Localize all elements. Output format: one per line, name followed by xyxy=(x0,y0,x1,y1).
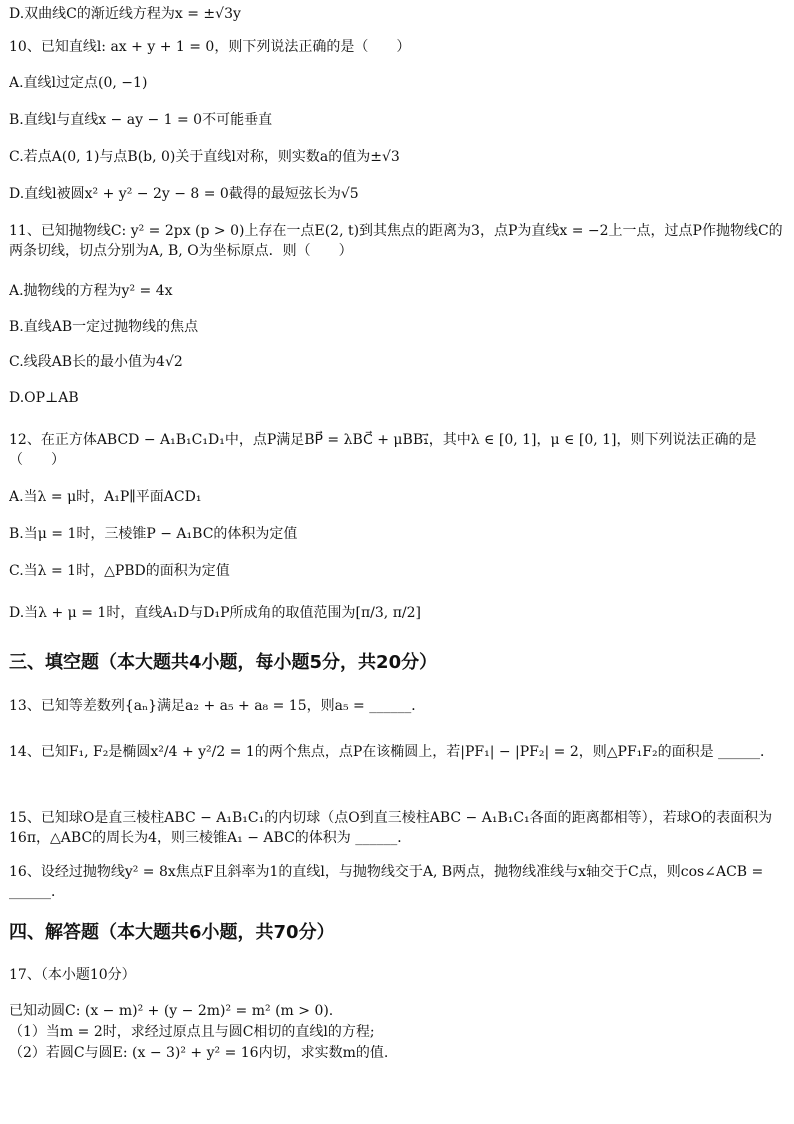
q17-part-2: （2）若圆C与圆E: (x − 3)² + y² = 16内切，求实数m的值. xyxy=(9,1045,389,1061)
section-3-title: 三、填空题（本大题共4小题，每小题5分，共20分） xyxy=(9,652,438,673)
q17-heading: 17、（本小题10分） xyxy=(9,967,136,983)
q10-option-b: B.直线l与直线x − ay − 1 = 0不可能垂直 xyxy=(9,112,273,128)
q12-option-a: A.当λ = μ时，A₁P∥平面ACD₁ xyxy=(9,489,202,505)
q17-part-1: （1）当m = 2时，求经过原点且与圆C相切的直线l的方程; xyxy=(9,1024,375,1040)
q10-stem: 10、已知直线l: ax + y + 1 = 0，则下列说法正确的是（ ） xyxy=(9,39,411,55)
q10-option-c: C.若点A(0, 1)与点B(b, 0)关于直线l对称，则实数a的值为±√3 xyxy=(9,149,400,165)
q14: 14、已知F₁, F₂是椭圆x²/4 + y²/2 = 1的两个焦点，点P在该椭圆上，若|PF₁| − |PF₂| = 2，则△PF₁F₂的面积是 ______． xyxy=(9,744,775,760)
q11-option-a: A.抛物线的方程为y² = 4x xyxy=(9,283,173,299)
q9-option-d: D.双曲线C的渐近线方程为x = ±√3y xyxy=(9,6,241,22)
q12-stem: 12、在正方体ABCD − A₁B₁C₁D₁中，点P满足BP⃗ = λBC⃗ + μBB₁⃗，其中λ ∈ [0, 1]，μ ∈ [0, 1]，则下列说法正确的是（ ） xyxy=(9,432,757,468)
q17-given: 已知动圆C: (x − m)² + (y − 2m)² = m² (m > 0). xyxy=(9,1003,334,1019)
q11-stem: 11、已知抛物线C: y² = 2px (p > 0)上存在一点E(2, t)到其焦点的距离为3，点P为直线x = −2上一点，过点P作抛物线C的两条切线，切点分别为A, B, O为坐标原点．则（ ） xyxy=(9,223,783,259)
q15: 15、已知球O是直三棱柱ABC − A₁B₁C₁的内切球（点O到直三棱柱ABC − A₁B₁C₁各面的距离都相等），若球O的表面积为16π，△ABC的周长为4，则三棱锥A₁ − ABC的体积为 ______． xyxy=(9,810,773,846)
q10-option-a: A.直线l过定点(0, −1) xyxy=(9,75,148,91)
q10-option-d: D.直线l被圆x² + y² − 2y − 8 = 0截得的最短弦长为√5 xyxy=(9,186,359,202)
q12-option-d: D.当λ + μ = 1时，直线A₁D与D₁P所成角的取值范围为[π/3, π/2] xyxy=(9,605,421,621)
section-4-title: 四、解答题（本大题共6小题，共70分） xyxy=(9,922,335,943)
q13: 13、已知等差数列{aₙ}满足a₂ + a₅ + a₈ = 15，则a₅ = ______． xyxy=(9,698,426,714)
q12-option-b: B.当μ = 1时，三棱锥P − A₁BC的体积为定值 xyxy=(9,526,298,542)
q11-option-d: D.OP⊥AB xyxy=(9,390,79,406)
q12-option-c: C.当λ = 1时，△PBD的面积为定值 xyxy=(9,563,230,579)
q11-option-b: B.直线AB一定过抛物线的焦点 xyxy=(9,319,199,335)
q11-option-c: C.线段AB长的最小值为4√2 xyxy=(9,354,183,370)
q16: 16、设经过抛物线y² = 8x焦点F且斜率为1的直线l，与抛物线交于A, B两点，抛物线准线与x轴交于C点，则cos∠ACB = ______． xyxy=(9,864,764,900)
